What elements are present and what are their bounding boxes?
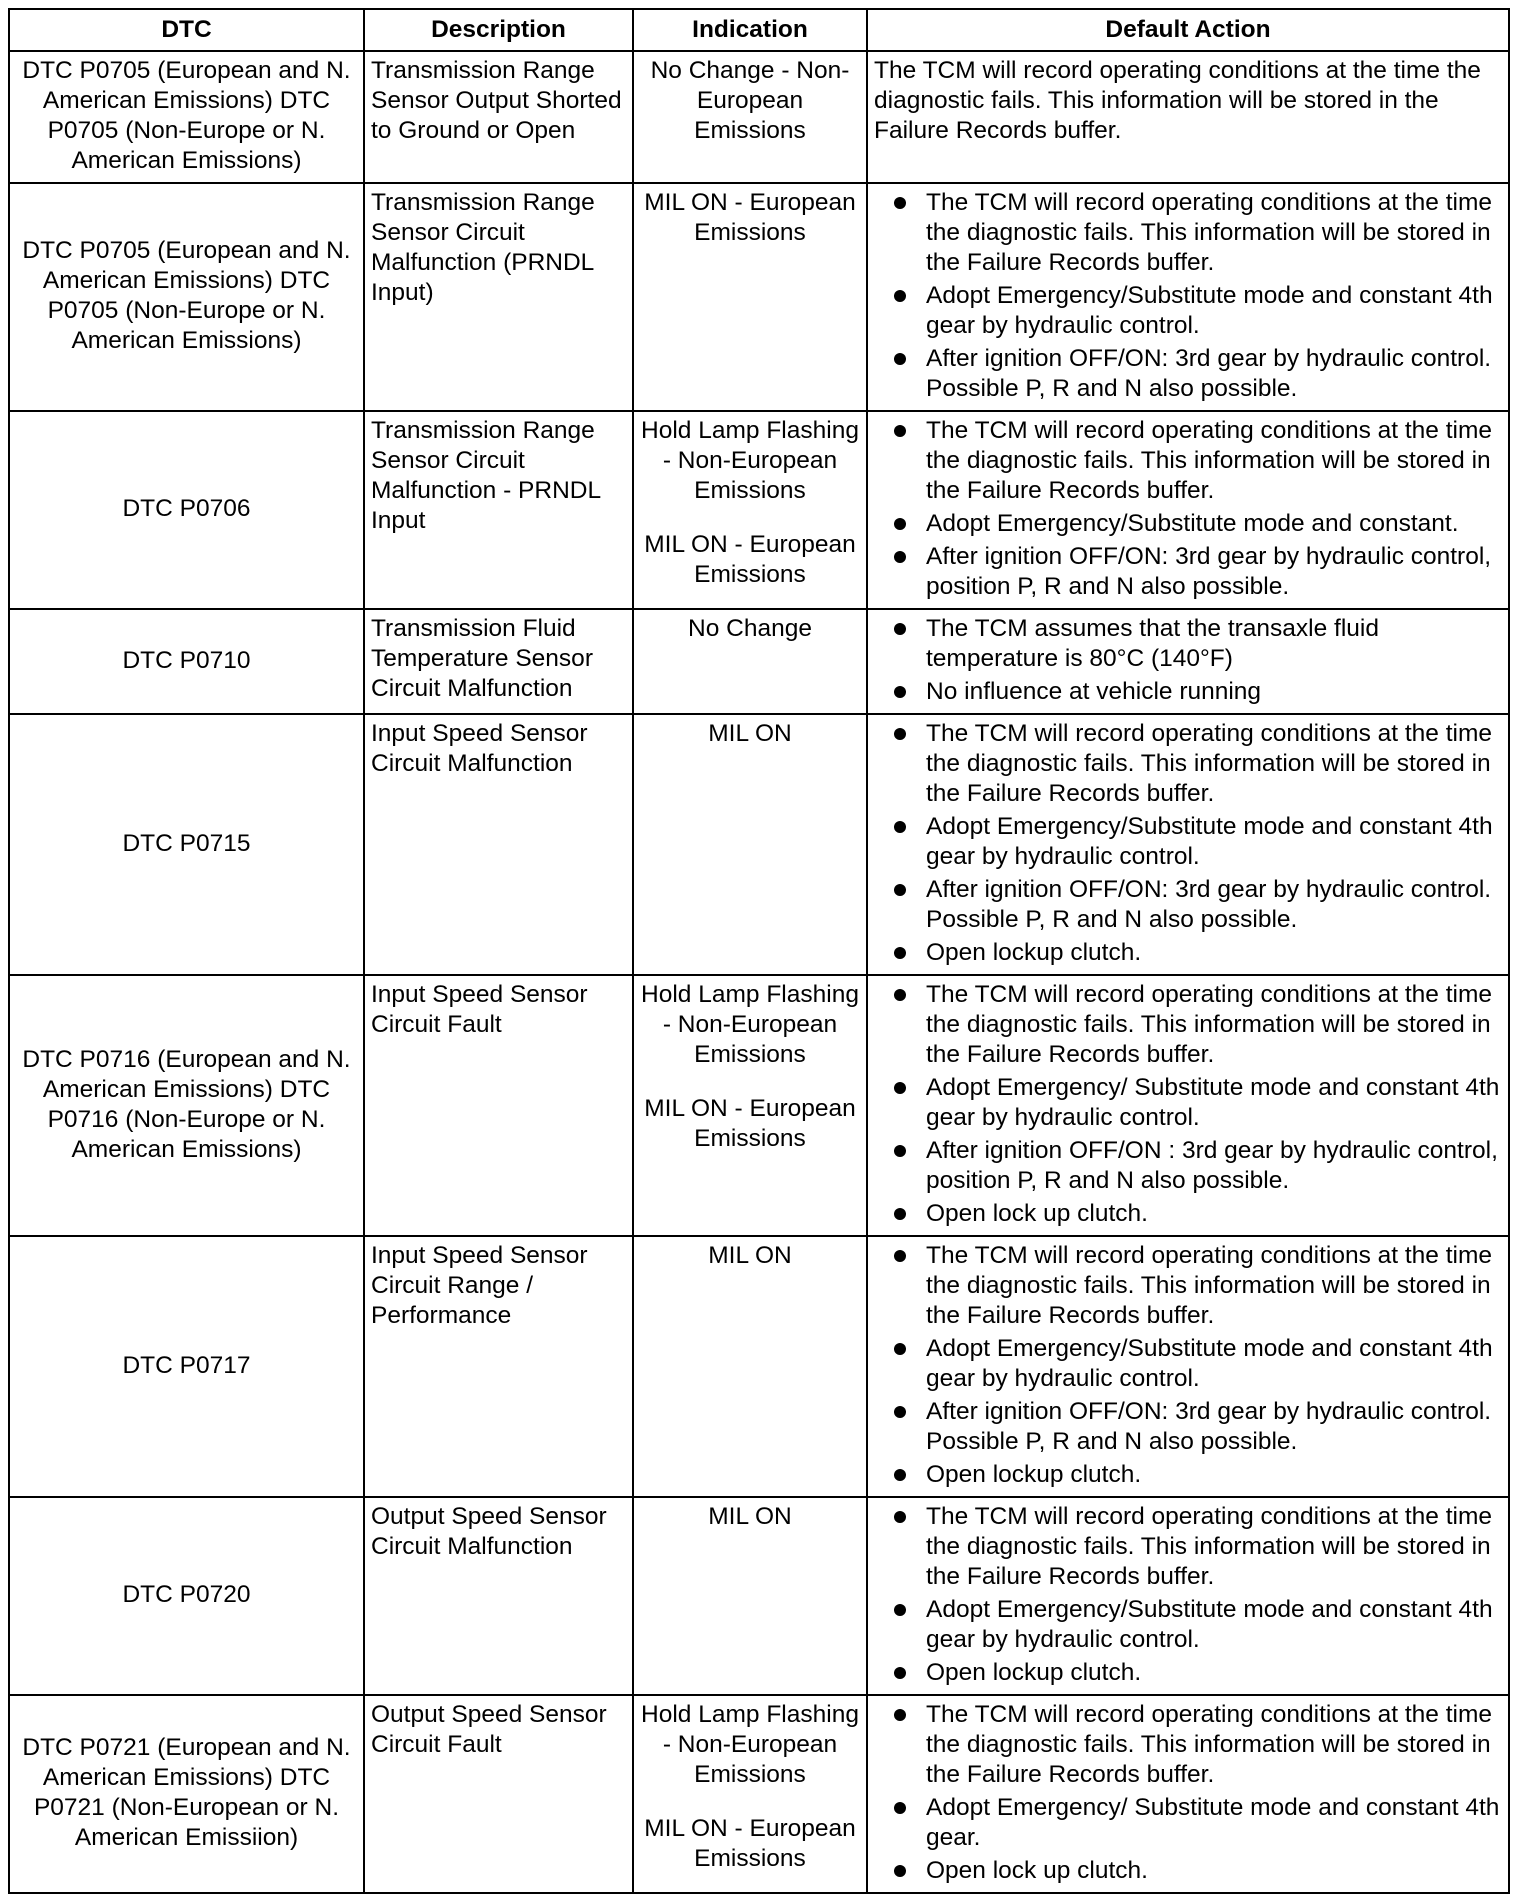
description-cell: Output Speed Sensor Circuit Fault	[364, 1695, 633, 1893]
dtc-cell: DTC P0721 (European and N. American Emissions) DTC P0721 (Non-European or N. American Emissiion)	[9, 1695, 364, 1893]
table-row	[9, 975, 1509, 1236]
list-item: The TCM will record operating conditions at the time the diagnostic fails. This information will be stored in the Failure Records buffer.	[874, 719, 1504, 809]
indication-text: No Change - Non-European Emissions	[650, 57, 850, 144]
default-action-list	[874, 188, 1504, 404]
default-action-list	[874, 719, 1504, 968]
table-body	[9, 51, 1509, 1893]
list-item: Adopt Emergency/Substitute mode and constant.	[874, 509, 1504, 539]
indication-cell	[633, 1695, 867, 1893]
description-cell: Transmission Range Sensor Circuit Malfunction (PRNDL Input)	[364, 183, 633, 411]
list-item: After ignition OFF/ON: 3rd gear by hydraulic control. Possible P, R and N also possible.	[874, 1397, 1504, 1457]
table-row	[9, 714, 1509, 975]
dtc-cell: DTC P0710	[9, 609, 364, 714]
header-indication: Indication	[633, 9, 867, 51]
indication-cell	[633, 1497, 867, 1695]
default-action-cell	[867, 51, 1509, 183]
table-row	[9, 411, 1509, 609]
indication-text: Hold Lamp Flashing - Non-European Emissions	[641, 417, 859, 504]
default-action-cell	[867, 183, 1509, 411]
indication-text: MIL ON	[708, 720, 792, 747]
description-cell: Transmission Range Sensor Circuit Malfunction - PRNDL Input	[364, 411, 633, 609]
default-action-cell	[867, 714, 1509, 975]
indication-cell	[633, 1236, 867, 1497]
description-cell: Input Speed Sensor Circuit Fault	[364, 975, 633, 1236]
list-item: Open lock up clutch.	[874, 1856, 1504, 1886]
table-row	[9, 1497, 1509, 1695]
list-item: Adopt Emergency/Substitute mode and constant 4th gear by hydraulic control.	[874, 1334, 1504, 1394]
list-item: After ignition OFF/ON : 3rd gear by hydraulic control, position P, R and N also possible.	[874, 1136, 1504, 1196]
dtc-cell: DTC P0705 (European and N. American Emissions) DTC P0705 (Non-Europe or N. American Emissions)	[9, 51, 364, 183]
list-item: The TCM assumes that the transaxle fluid temperature is 80°C (140°F)	[874, 614, 1504, 674]
default-action-list	[874, 1700, 1504, 1886]
list-item: Open lockup clutch.	[874, 938, 1504, 968]
default-action-cell	[867, 1695, 1509, 1893]
table-header-row	[9, 9, 1509, 51]
description-cell: Transmission Fluid Temperature Sensor Circuit Malfunction	[364, 609, 633, 714]
list-item: Open lock up clutch.	[874, 1199, 1504, 1229]
list-item: Open lockup clutch.	[874, 1460, 1504, 1490]
indication-cell	[633, 975, 867, 1236]
list-item: Open lockup clutch.	[874, 1658, 1504, 1688]
default-action-cell	[867, 411, 1509, 609]
table-row	[9, 609, 1509, 714]
list-item: After ignition OFF/ON: 3rd gear by hydraulic control. Possible P, R and N also possible.	[874, 875, 1504, 935]
default-action-cell	[867, 975, 1509, 1236]
list-item: After ignition OFF/ON: 3rd gear by hydraulic control, position P, R and N also possible.	[874, 542, 1504, 602]
default-action-cell	[867, 609, 1509, 714]
list-item: Adopt Emergency/ Substitute mode and constant 4th gear.	[874, 1793, 1504, 1853]
list-item: The TCM will record operating conditions at the time the diagnostic fails. This information will be stored in the Failure Records buffer.	[874, 1700, 1504, 1790]
indication-text: MIL ON - European Emissions	[644, 1095, 856, 1152]
default-action-cell	[867, 1236, 1509, 1497]
header-description: Description	[364, 9, 633, 51]
dtc-table	[8, 8, 1510, 1894]
list-item: The TCM will record operating conditions at the time the diagnostic fails. This information will be stored in the Failure Records buffer.	[874, 1241, 1504, 1331]
list-item: The TCM will record operating conditions at the time the diagnostic fails. This information will be stored in the Failure Records buffer.	[874, 980, 1504, 1070]
description-cell: Input Speed Sensor Circuit Malfunction	[364, 714, 633, 975]
description-cell: Transmission Range Sensor Output Shorted to Ground or Open	[364, 51, 633, 183]
indication-text: Hold Lamp Flashing - Non-European Emissions	[641, 981, 859, 1068]
table-row	[9, 183, 1509, 411]
list-item: After ignition OFF/ON: 3rd gear by hydraulic control. Possible P, R and N also possible.	[874, 344, 1504, 404]
default-action-list	[874, 1241, 1504, 1490]
dtc-table-container	[8, 8, 1508, 1894]
list-item: Adopt Emergency/ Substitute mode and constant 4th gear by hydraulic control.	[874, 1073, 1504, 1133]
dtc-cell: DTC P0705 (European and N. American Emissions) DTC P0705 (Non-Europe or N. American Emissions)	[9, 183, 364, 411]
dtc-cell: DTC P0717	[9, 1236, 364, 1497]
list-item: Adopt Emergency/Substitute mode and constant 4th gear by hydraulic control.	[874, 281, 1504, 341]
indication-text: MIL ON - European Emissions	[644, 531, 856, 588]
indication-cell	[633, 609, 867, 714]
dtc-cell: DTC P0706	[9, 411, 364, 609]
indication-text: MIL ON	[708, 1503, 792, 1530]
description-cell: Input Speed Sensor Circuit Range / Performance	[364, 1236, 633, 1497]
table-row	[9, 1695, 1509, 1893]
indication-text: MIL ON	[708, 1242, 792, 1269]
default-action-list	[874, 614, 1504, 707]
list-item: The TCM will record operating conditions at the time the diagnostic fails. This information will be stored in the Failure Records buffer.	[874, 1502, 1504, 1592]
list-item: Adopt Emergency/Substitute mode and constant 4th gear by hydraulic control.	[874, 812, 1504, 872]
indication-text: MIL ON - European Emissions	[644, 1815, 856, 1872]
dtc-cell: DTC P0716 (European and N. American Emissions) DTC P0716 (Non-Europe or N. American Emissions)	[9, 975, 364, 1236]
default-action-list	[874, 1502, 1504, 1688]
default-action-cell	[867, 1497, 1509, 1695]
header-dtc: DTC	[9, 9, 364, 51]
list-item: Adopt Emergency/Substitute mode and constant 4th gear by hydraulic control.	[874, 1595, 1504, 1655]
table-row	[9, 51, 1509, 183]
indication-cell	[633, 51, 867, 183]
indication-text: Hold Lamp Flashing - Non-European Emissions	[641, 1701, 859, 1788]
default-action-list	[874, 416, 1504, 602]
dtc-cell: DTC P0720	[9, 1497, 364, 1695]
description-cell: Output Speed Sensor Circuit Malfunction	[364, 1497, 633, 1695]
table-row	[9, 1236, 1509, 1497]
indication-text: No Change	[688, 615, 812, 642]
dtc-cell: DTC P0715	[9, 714, 364, 975]
indication-cell	[633, 714, 867, 975]
indication-text: MIL ON - European Emissions	[644, 189, 856, 246]
list-item: The TCM will record operating conditions at the time the diagnostic fails. This information will be stored in the Failure Records buffer.	[874, 416, 1504, 506]
indication-cell	[633, 411, 867, 609]
header-default-action: Default Action	[867, 9, 1509, 51]
indication-cell	[633, 183, 867, 411]
default-action-list	[874, 980, 1504, 1229]
default-action-text: The TCM will record operating conditions at the time the diagnostic fails. This information will be stored in the Failure Records buffer.	[874, 57, 1481, 144]
list-item: No influence at vehicle running	[874, 677, 1504, 707]
list-item: The TCM will record operating conditions at the time the diagnostic fails. This information will be stored in the Failure Records buffer.	[874, 188, 1504, 278]
